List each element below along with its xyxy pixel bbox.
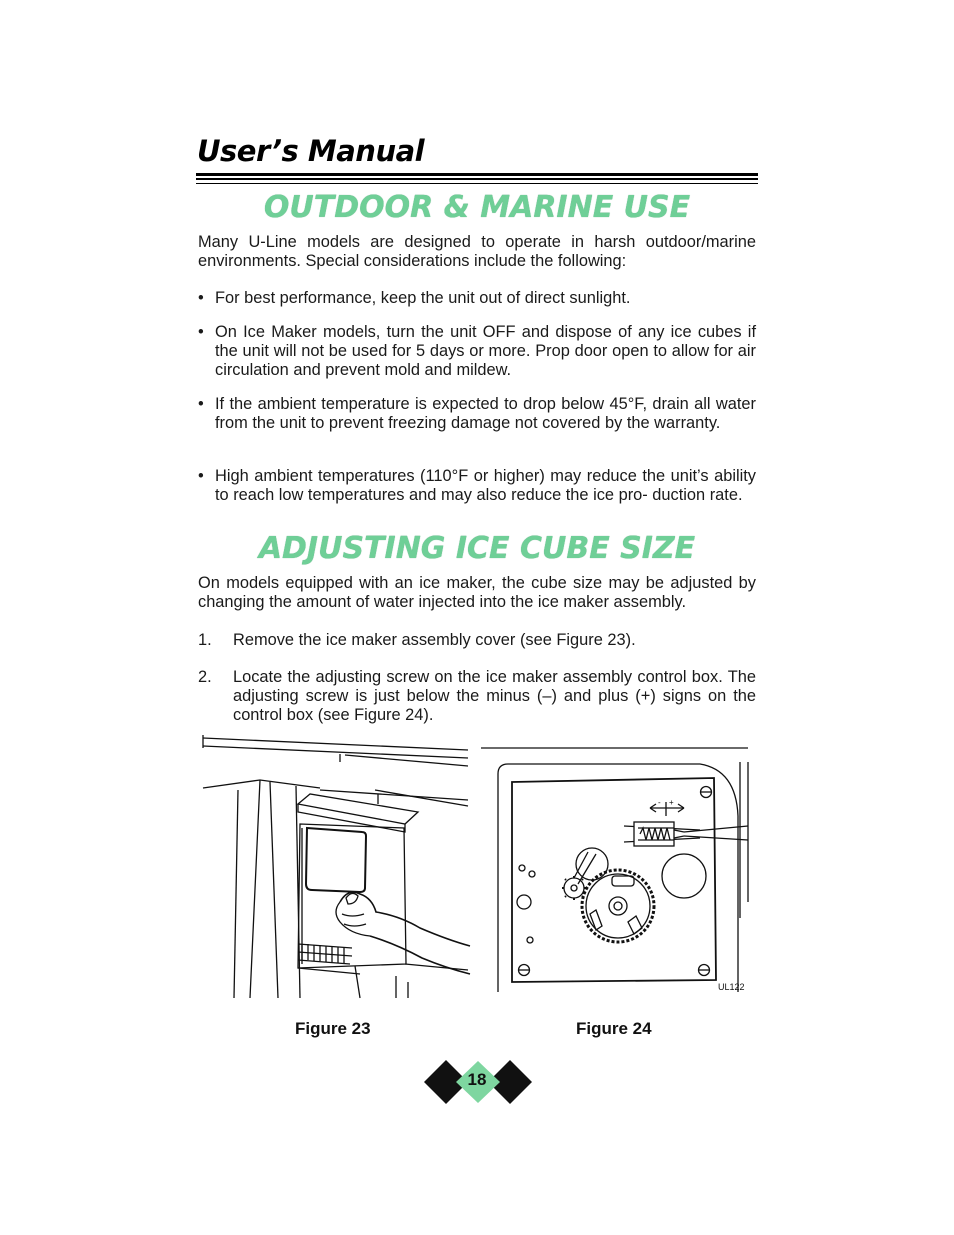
- header-rule-thin: [196, 183, 758, 184]
- figure-24-illustration: [478, 742, 752, 998]
- ice-cube-intro-paragraph: On models equipped with an ice maker, the cube size may be adjusted by changing the amount of water injected into the ice maker assembly.: [198, 574, 756, 611]
- figure-23-caption: Figure 23: [295, 1019, 371, 1038]
- bullet-text: If the ambient temperature is expected to drop below 45°F, drain all water from the unit to prevent freezing damage not covered by the warranty.: [215, 395, 756, 432]
- bullet-text: High ambient temperatures (110°F or higher) may reduce the unit’s ability to reach low temperatures and may also reduce the ice pro- duction rate.: [215, 467, 756, 504]
- bullet-dot: •: [198, 395, 204, 413]
- figure-24-plus-sign: +: [669, 798, 674, 807]
- section-title-outdoor-marine: OUTDOOR & MARINE USE: [263, 190, 691, 225]
- manual-title: User’s Manual: [197, 134, 425, 168]
- step-text: Remove the ice maker assembly cover (see Figure 23).: [233, 631, 636, 649]
- bullet-dot: •: [198, 323, 204, 341]
- bullet-text: On Ice Maker models, turn the unit OFF and dispose of any ice cubes if the unit will not be used for 5 days or more. Prop door open to allow for air circulation and prevent mold and mildew.: [215, 323, 756, 379]
- step-number: 1.: [198, 631, 212, 649]
- figure-24-code: UL122: [718, 982, 745, 992]
- bullet-dot: •: [198, 289, 204, 307]
- step-number: 2.: [198, 668, 212, 686]
- figure-23-illustration: [200, 732, 474, 1000]
- page-number: 18: [467, 1070, 487, 1089]
- bullet-text: For best performance, keep the unit out of direct sunlight.: [215, 289, 631, 307]
- section-title-ice-cube-size: ADJUSTING ICE CUBE SIZE: [258, 531, 696, 566]
- figure-24-minus-sign: -: [658, 798, 661, 807]
- figure-24-caption: Figure 24: [576, 1019, 652, 1038]
- step-text: Locate the adjusting screw on the ice maker assembly control box. The adjusting screw is just below the minus (–) and plus (+) signs on the control box (see Figure 24).: [233, 668, 756, 724]
- bullet-dot: •: [198, 467, 204, 485]
- header-rule-thick: [196, 173, 758, 176]
- header-rule-mid: [196, 178, 758, 180]
- outdoor-intro-paragraph: Many U-Line models are designed to operate in harsh outdoor/marine environments. Special considerations include the following:: [198, 233, 756, 270]
